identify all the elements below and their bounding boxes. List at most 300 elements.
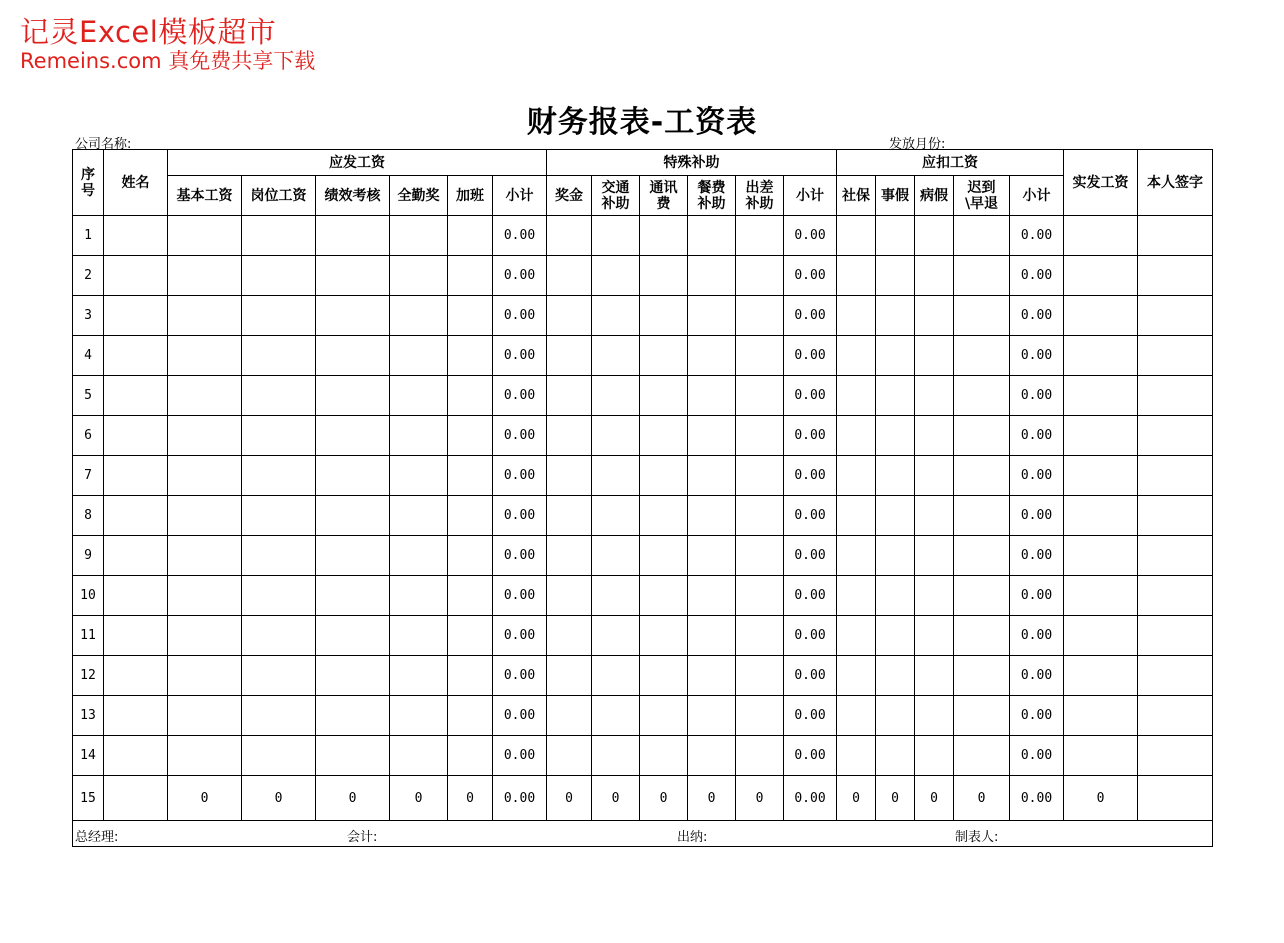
row-value-cell[interactable]	[242, 416, 316, 456]
row-subtotal-cell: 0.00	[493, 496, 547, 536]
row-value-cell[interactable]	[640, 536, 688, 576]
row-value-cell[interactable]	[954, 496, 1010, 536]
row-value-cell[interactable]	[954, 616, 1010, 656]
row-value-cell[interactable]	[168, 536, 242, 576]
header-meal-allowance	[688, 176, 736, 216]
row-value-cell[interactable]	[592, 736, 640, 776]
row-value-cell[interactable]	[876, 576, 915, 616]
row-subtotal-cell: 0.00	[784, 336, 837, 376]
row-value-cell[interactable]	[316, 536, 390, 576]
total-name-cell[interactable]	[104, 776, 168, 821]
row-value-cell[interactable]	[736, 296, 784, 336]
row-value-cell[interactable]	[168, 576, 242, 616]
row-name-cell[interactable]	[104, 456, 168, 496]
row-value-cell[interactable]	[688, 656, 736, 696]
row-name-cell[interactable]	[104, 656, 168, 696]
row-value-cell[interactable]	[592, 456, 640, 496]
row-value-cell[interactable]	[168, 216, 242, 256]
row-value-cell[interactable]	[915, 656, 954, 696]
row-value-cell[interactable]	[168, 696, 242, 736]
row-subtotal-cell: 0.00	[1010, 376, 1064, 416]
row-value-cell[interactable]	[954, 416, 1010, 456]
row-signature-cell[interactable]	[1138, 576, 1213, 616]
row-value-cell[interactable]	[1064, 536, 1138, 576]
row-signature-cell[interactable]	[1138, 336, 1213, 376]
total-cell: 0	[592, 776, 640, 821]
row-signature-cell[interactable]	[1138, 496, 1213, 536]
row-value-cell[interactable]	[837, 296, 876, 336]
row-value-cell[interactable]	[242, 616, 316, 656]
row-subtotal-cell: 0.00	[1010, 216, 1064, 256]
row-subtotal-cell: 0.00	[493, 256, 547, 296]
row-value-cell[interactable]	[592, 536, 640, 576]
row-value-cell[interactable]	[954, 536, 1010, 576]
row-value-cell[interactable]	[242, 216, 316, 256]
row-value-cell[interactable]	[592, 496, 640, 536]
row-value-cell[interactable]	[592, 696, 640, 736]
row-subtotal-cell: 0.00	[1010, 736, 1064, 776]
row-value-cell[interactable]	[736, 656, 784, 696]
header-transport-allowance	[592, 176, 640, 216]
row-value-cell[interactable]	[837, 536, 876, 576]
row-value-cell[interactable]	[736, 496, 784, 536]
row-value-cell[interactable]	[1064, 656, 1138, 696]
row-name-cell[interactable]	[104, 736, 168, 776]
row-value-cell[interactable]	[168, 336, 242, 376]
row-value-cell[interactable]	[448, 576, 493, 616]
row-value-cell[interactable]	[876, 256, 915, 296]
row-value-cell[interactable]	[168, 256, 242, 296]
total-signature-cell[interactable]	[1138, 776, 1213, 821]
row-value-cell[interactable]	[547, 336, 592, 376]
row-value-cell[interactable]	[876, 416, 915, 456]
row-value-cell[interactable]	[640, 336, 688, 376]
table-row	[73, 376, 1213, 416]
row-value-cell[interactable]	[1064, 336, 1138, 376]
row-value-cell[interactable]	[876, 456, 915, 496]
row-value-cell[interactable]	[915, 216, 954, 256]
total-cell: 0	[688, 776, 736, 821]
row-signature-cell[interactable]	[1138, 216, 1213, 256]
row-value-cell[interactable]	[242, 256, 316, 296]
total-cell: 0.00	[1010, 776, 1064, 821]
row-value-cell[interactable]	[168, 616, 242, 656]
row-value-cell[interactable]	[876, 616, 915, 656]
row-value-cell[interactable]	[1064, 456, 1138, 496]
row-value-cell[interactable]	[316, 296, 390, 336]
row-value-cell[interactable]	[242, 456, 316, 496]
row-value-cell[interactable]	[640, 456, 688, 496]
row-value-cell[interactable]	[1064, 216, 1138, 256]
row-value-cell[interactable]	[915, 416, 954, 456]
total-cell: 0.00	[784, 776, 837, 821]
row-value-cell[interactable]	[592, 376, 640, 416]
row-seq-cell: 7	[73, 456, 104, 496]
row-value-cell[interactable]	[390, 256, 448, 296]
row-subtotal-cell: 0.00	[784, 496, 837, 536]
row-value-cell[interactable]	[876, 216, 915, 256]
row-value-cell[interactable]	[316, 696, 390, 736]
row-value-cell[interactable]	[688, 696, 736, 736]
row-value-cell[interactable]	[168, 656, 242, 696]
row-value-cell[interactable]	[547, 616, 592, 656]
row-value-cell[interactable]	[547, 216, 592, 256]
row-value-cell[interactable]	[547, 416, 592, 456]
row-signature-cell[interactable]	[1138, 736, 1213, 776]
row-value-cell[interactable]	[168, 376, 242, 416]
row-value-cell[interactable]	[688, 496, 736, 536]
row-value-cell[interactable]	[390, 416, 448, 456]
row-value-cell[interactable]	[915, 456, 954, 496]
row-value-cell[interactable]	[448, 616, 493, 656]
row-value-cell[interactable]	[448, 536, 493, 576]
row-value-cell[interactable]	[736, 416, 784, 456]
row-value-cell[interactable]	[954, 456, 1010, 496]
row-value-cell[interactable]	[640, 696, 688, 736]
watermark-logo	[20, 15, 316, 73]
row-value-cell[interactable]	[242, 296, 316, 336]
total-cell: 0	[876, 776, 915, 821]
row-value-cell[interactable]	[876, 296, 915, 336]
row-value-cell[interactable]	[915, 696, 954, 736]
row-value-cell[interactable]	[954, 576, 1010, 616]
row-value-cell[interactable]	[448, 456, 493, 496]
row-name-cell[interactable]	[104, 376, 168, 416]
row-value-cell[interactable]	[837, 376, 876, 416]
row-value-cell[interactable]	[1064, 256, 1138, 296]
row-value-cell[interactable]	[547, 296, 592, 336]
total-cell: 0	[736, 776, 784, 821]
row-value-cell[interactable]	[448, 736, 493, 776]
row-value-cell[interactable]	[390, 496, 448, 536]
row-value-cell[interactable]	[168, 296, 242, 336]
row-subtotal-cell: 0.00	[493, 216, 547, 256]
row-value-cell[interactable]	[954, 696, 1010, 736]
row-name-cell[interactable]	[104, 416, 168, 456]
row-name-cell[interactable]	[104, 296, 168, 336]
row-subtotal-cell: 0.00	[784, 256, 837, 296]
row-value-cell[interactable]	[736, 576, 784, 616]
row-value-cell[interactable]	[547, 696, 592, 736]
row-value-cell[interactable]	[688, 216, 736, 256]
row-subtotal-cell: 0.00	[1010, 536, 1064, 576]
row-value-cell[interactable]	[316, 576, 390, 616]
row-value-cell[interactable]	[640, 736, 688, 776]
row-value-cell[interactable]	[736, 736, 784, 776]
row-value-cell[interactable]	[390, 336, 448, 376]
row-value-cell[interactable]	[915, 256, 954, 296]
total-cell: 0	[915, 776, 954, 821]
row-value-cell[interactable]	[954, 336, 1010, 376]
row-value-cell[interactable]	[168, 496, 242, 536]
row-value-cell[interactable]	[547, 496, 592, 536]
row-value-cell[interactable]	[547, 656, 592, 696]
row-value-cell[interactable]	[954, 296, 1010, 336]
row-value-cell[interactable]	[547, 456, 592, 496]
row-value-cell[interactable]	[316, 376, 390, 416]
row-name-cell[interactable]	[104, 336, 168, 376]
row-subtotal-cell: 0.00	[1010, 656, 1064, 696]
row-value-cell[interactable]	[1064, 696, 1138, 736]
row-value-cell[interactable]	[316, 656, 390, 696]
row-subtotal-cell: 0.00	[1010, 576, 1064, 616]
row-subtotal-cell: 0.00	[784, 296, 837, 336]
header-travel-allowance	[736, 176, 784, 216]
row-signature-cell[interactable]	[1138, 536, 1213, 576]
row-value-cell[interactable]	[640, 376, 688, 416]
row-name-cell[interactable]	[104, 496, 168, 536]
row-value-cell[interactable]	[837, 336, 876, 376]
row-value-cell[interactable]	[547, 376, 592, 416]
row-value-cell[interactable]	[736, 336, 784, 376]
row-value-cell[interactable]	[837, 496, 876, 536]
row-subtotal-cell: 0.00	[784, 216, 837, 256]
row-name-cell[interactable]	[104, 536, 168, 576]
row-value-cell[interactable]	[640, 216, 688, 256]
row-value-cell[interactable]	[316, 456, 390, 496]
row-value-cell[interactable]	[242, 496, 316, 536]
row-value-cell[interactable]	[876, 736, 915, 776]
row-value-cell[interactable]	[448, 416, 493, 456]
row-value-cell[interactable]	[688, 576, 736, 616]
total-cell: 0	[168, 776, 242, 821]
row-value-cell[interactable]	[954, 376, 1010, 416]
signature-footer	[73, 821, 1213, 847]
header-attendance-bonus: 全勤奖	[390, 176, 448, 216]
row-value-cell[interactable]	[876, 656, 915, 696]
row-value-cell[interactable]	[915, 736, 954, 776]
row-signature-cell[interactable]	[1138, 696, 1213, 736]
row-signature-cell[interactable]	[1138, 656, 1213, 696]
header-phone-label: 通讯费	[649, 179, 678, 212]
row-subtotal-cell: 0.00	[1010, 256, 1064, 296]
row-value-cell[interactable]	[1064, 296, 1138, 336]
header-sick-leave: 病假	[915, 176, 954, 216]
row-seq-cell: 10	[73, 576, 104, 616]
row-value-cell[interactable]	[448, 496, 493, 536]
row-subtotal-cell: 0.00	[1010, 456, 1064, 496]
row-value-cell[interactable]	[736, 216, 784, 256]
row-name-cell[interactable]	[104, 576, 168, 616]
row-value-cell[interactable]	[390, 456, 448, 496]
row-signature-cell[interactable]	[1138, 376, 1213, 416]
row-value-cell[interactable]	[390, 376, 448, 416]
row-value-cell[interactable]	[688, 336, 736, 376]
row-signature-cell[interactable]	[1138, 416, 1213, 456]
row-value-cell[interactable]	[640, 656, 688, 696]
row-value-cell[interactable]	[1064, 616, 1138, 656]
table-row	[73, 296, 1213, 336]
row-value-cell[interactable]	[390, 656, 448, 696]
row-value-cell[interactable]	[640, 576, 688, 616]
row-value-cell[interactable]	[837, 576, 876, 616]
total-cell: 0	[837, 776, 876, 821]
row-value-cell[interactable]	[448, 656, 493, 696]
row-value-cell[interactable]	[547, 736, 592, 776]
total-cell: 0	[547, 776, 592, 821]
row-value-cell[interactable]	[547, 536, 592, 576]
row-value-cell[interactable]	[390, 536, 448, 576]
row-value-cell[interactable]	[736, 256, 784, 296]
row-value-cell[interactable]	[390, 576, 448, 616]
header-basic-salary: 基本工资	[168, 176, 242, 216]
row-value-cell[interactable]	[242, 576, 316, 616]
total-cell: 0	[954, 776, 1010, 821]
row-value-cell[interactable]	[915, 576, 954, 616]
row-value-cell[interactable]	[688, 376, 736, 416]
row-value-cell[interactable]	[736, 696, 784, 736]
row-value-cell[interactable]	[915, 616, 954, 656]
row-value-cell[interactable]	[242, 336, 316, 376]
row-value-cell[interactable]	[242, 736, 316, 776]
row-value-cell[interactable]	[688, 616, 736, 656]
row-value-cell[interactable]	[390, 696, 448, 736]
row-value-cell[interactable]	[316, 496, 390, 536]
row-value-cell[interactable]	[448, 296, 493, 336]
row-value-cell[interactable]	[316, 616, 390, 656]
header-personal-leave: 事假	[876, 176, 915, 216]
row-value-cell[interactable]	[242, 696, 316, 736]
row-value-cell[interactable]	[242, 376, 316, 416]
table-row	[73, 616, 1213, 656]
row-value-cell[interactable]	[592, 616, 640, 656]
row-value-cell[interactable]	[876, 336, 915, 376]
row-subtotal-cell: 0.00	[1010, 696, 1064, 736]
row-value-cell[interactable]	[688, 536, 736, 576]
table-row	[73, 576, 1213, 616]
row-value-cell[interactable]	[448, 216, 493, 256]
row-value-cell[interactable]	[448, 336, 493, 376]
row-value-cell[interactable]	[915, 496, 954, 536]
row-value-cell[interactable]	[736, 536, 784, 576]
row-signature-cell[interactable]	[1138, 296, 1213, 336]
row-seq-cell: 14	[73, 736, 104, 776]
row-name-cell[interactable]	[104, 256, 168, 296]
row-value-cell[interactable]	[448, 376, 493, 416]
row-value-cell[interactable]	[547, 576, 592, 616]
row-value-cell[interactable]	[242, 536, 316, 576]
table-row	[73, 736, 1213, 776]
row-value-cell[interactable]	[736, 616, 784, 656]
row-value-cell[interactable]	[316, 216, 390, 256]
row-value-cell[interactable]	[915, 336, 954, 376]
row-seq-cell: 8	[73, 496, 104, 536]
row-value-cell[interactable]	[954, 256, 1010, 296]
row-value-cell[interactable]	[640, 416, 688, 456]
row-value-cell[interactable]	[640, 616, 688, 656]
row-value-cell[interactable]	[837, 616, 876, 656]
row-value-cell[interactable]	[876, 496, 915, 536]
row-signature-cell[interactable]	[1138, 616, 1213, 656]
row-value-cell[interactable]	[915, 536, 954, 576]
row-value-cell[interactable]	[837, 736, 876, 776]
row-value-cell[interactable]	[837, 456, 876, 496]
header-late-early	[954, 176, 1010, 216]
row-value-cell[interactable]	[168, 736, 242, 776]
row-subtotal-cell: 0.00	[493, 336, 547, 376]
row-value-cell[interactable]	[316, 416, 390, 456]
row-value-cell[interactable]	[640, 496, 688, 536]
row-seq-cell: 13	[73, 696, 104, 736]
row-value-cell[interactable]	[448, 696, 493, 736]
row-subtotal-cell: 0.00	[784, 736, 837, 776]
row-value-cell[interactable]	[168, 416, 242, 456]
row-value-cell[interactable]	[592, 216, 640, 256]
row-value-cell[interactable]	[876, 376, 915, 416]
row-value-cell[interactable]	[640, 256, 688, 296]
row-value-cell[interactable]	[837, 216, 876, 256]
total-cell: 0	[390, 776, 448, 821]
row-value-cell[interactable]	[316, 256, 390, 296]
row-value-cell[interactable]	[954, 216, 1010, 256]
row-value-cell[interactable]	[390, 616, 448, 656]
row-value-cell[interactable]	[736, 376, 784, 416]
row-value-cell[interactable]	[316, 736, 390, 776]
row-value-cell[interactable]	[837, 696, 876, 736]
row-value-cell[interactable]	[1064, 416, 1138, 456]
header-social-insurance: 社保	[837, 176, 876, 216]
row-value-cell[interactable]	[592, 576, 640, 616]
row-subtotal-cell: 0.00	[1010, 496, 1064, 536]
row-value-cell[interactable]	[954, 736, 1010, 776]
row-name-cell[interactable]	[104, 216, 168, 256]
row-value-cell[interactable]	[688, 736, 736, 776]
row-value-cell[interactable]	[592, 256, 640, 296]
row-value-cell[interactable]	[837, 416, 876, 456]
row-value-cell[interactable]	[242, 656, 316, 696]
row-value-cell[interactable]	[837, 656, 876, 696]
row-value-cell[interactable]	[1064, 576, 1138, 616]
row-value-cell[interactable]	[915, 296, 954, 336]
row-value-cell[interactable]	[390, 216, 448, 256]
row-value-cell[interactable]	[640, 296, 688, 336]
header-late-label: 迟到\早退	[964, 179, 999, 212]
row-signature-cell[interactable]	[1138, 256, 1213, 296]
header-name: 姓名	[104, 150, 168, 216]
row-name-cell[interactable]	[104, 696, 168, 736]
row-value-cell[interactable]	[448, 256, 493, 296]
row-value-cell[interactable]	[688, 296, 736, 336]
row-value-cell[interactable]	[1064, 376, 1138, 416]
watermark-subtitle: Remeins.com 真免费共享下载	[20, 49, 316, 73]
row-value-cell[interactable]	[592, 296, 640, 336]
row-subtotal-cell: 0.00	[493, 736, 547, 776]
row-value-cell[interactable]	[915, 376, 954, 416]
row-value-cell[interactable]	[168, 456, 242, 496]
row-name-cell[interactable]	[104, 616, 168, 656]
row-value-cell[interactable]	[390, 296, 448, 336]
row-value-cell[interactable]	[316, 336, 390, 376]
row-value-cell[interactable]	[837, 256, 876, 296]
row-value-cell[interactable]	[1064, 496, 1138, 536]
row-value-cell[interactable]	[688, 456, 736, 496]
row-value-cell[interactable]	[547, 256, 592, 296]
row-value-cell[interactable]	[688, 256, 736, 296]
row-value-cell[interactable]	[592, 416, 640, 456]
row-value-cell[interactable]	[736, 456, 784, 496]
row-signature-cell[interactable]	[1138, 456, 1213, 496]
row-value-cell[interactable]	[1064, 736, 1138, 776]
row-value-cell[interactable]	[592, 656, 640, 696]
row-value-cell[interactable]	[688, 416, 736, 456]
row-value-cell[interactable]	[592, 336, 640, 376]
table-row	[73, 536, 1213, 576]
row-value-cell[interactable]	[390, 736, 448, 776]
total-cell: 0	[448, 776, 493, 821]
row-value-cell[interactable]	[876, 536, 915, 576]
row-value-cell[interactable]	[876, 696, 915, 736]
row-value-cell[interactable]	[954, 656, 1010, 696]
